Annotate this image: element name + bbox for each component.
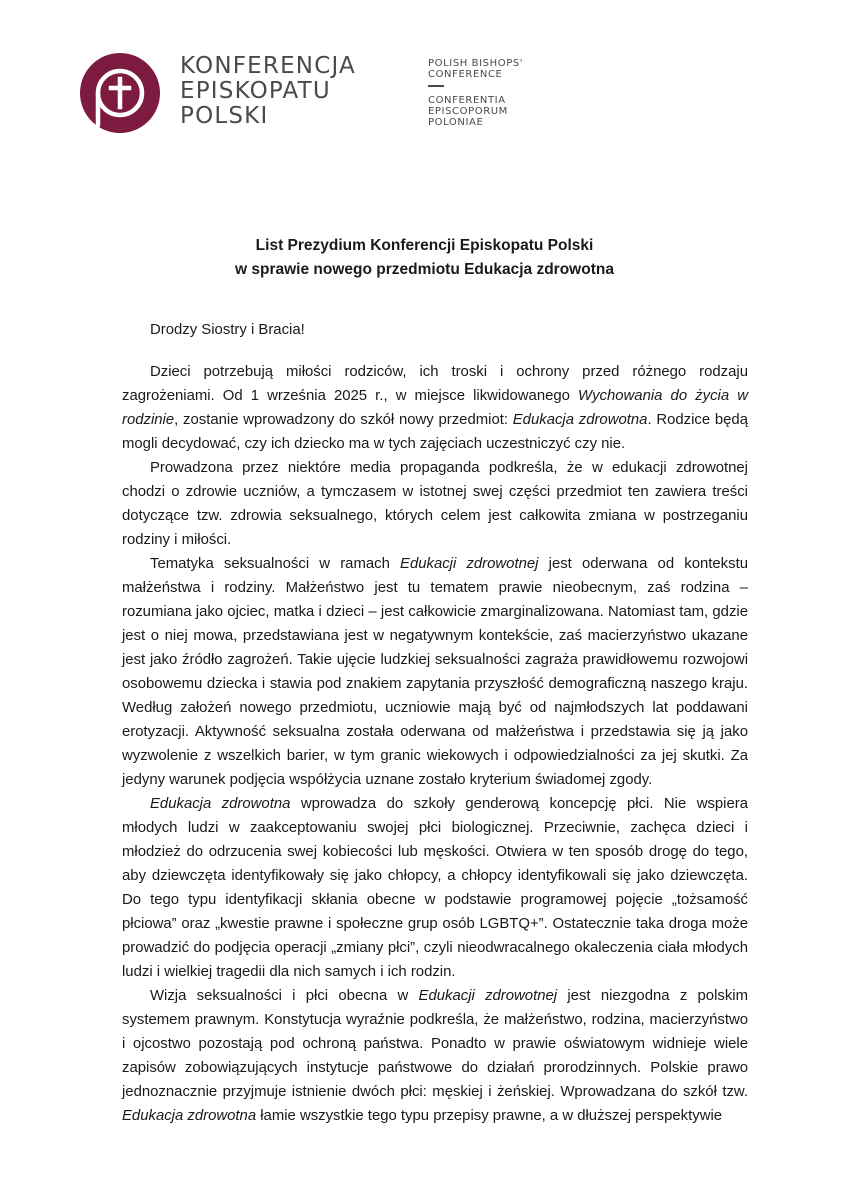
text-run: wprowadza do szkoły genderową koncepcję płci. Nie wspiera młodych ludzi w zaakceptowaniu swojej płci biologicznej. Przeciwnie, zachęca dzieci i młodzież do odrzucenia swej kobiecości lub męskości. Otwiera w ten sposób drogę do tego, aby dziewczęta identyfikowały się jako chłopcy, a chłopcy identyfikowali się jako dziewczęta. Do tego typu identyfikacji skłania obecne w podstawie programowej pojęcie „tożsamość płciowa” oraz „kwestie prawne i społeczne grup osób LGBTQ+”. Ostatecznie taka droga może prowadzić do podjęcia operacji „zmiany płci”, czyli nieodwracalnego okaleczenia ciała młodych ludzi i wielkiej tragedii dla nich samych i ich rodzin. [122, 796, 748, 980]
subtitle-la-line: POLONIAE [428, 117, 484, 128]
subtitle-en-line: POLISH BISHOPS' [428, 58, 524, 69]
paragraph-2 [122, 456, 748, 552]
text-run: jest niezgodna z polskim systemem prawnym. Konstytucja wyraźnie podkreśla, że małżeństwo, rodzina, macierzyństwo i ojcostwo pozostają pod ochroną państwa. Ponadto w prawie oświatowym widnieje wiele zapisów zobowiązujących instytucje państwowe do działań prorodzinnych. Polskie prawo jednoznacznie przyjmuje istnienie dwóch płci: męskiej i żeńskiej. Wprowadzana do szkół tzw. [122, 988, 749, 1100]
title-line-1: List Prezydium Konferencji Episkopatu Polski [255, 237, 594, 254]
text-run: . Rodzice będą mogli decydować, czy ich dziecko ma w tych zajęciach uczestniczyć czy nie. [122, 412, 748, 452]
text-run: Prowadzona przez niektóre media propaganda podkreśla, że w edukacji zdrowotnej chodzi o zdrowie uczniów, a tymczasem w istotnej swej części przedmiot ten zawiera treści dotyczące tzw. zdrowia seksualnego, których celem jest całkowita zmiana w postrzeganiu rodziny i miłości. [122, 460, 748, 548]
letter-title [0, 234, 849, 282]
subtitle-divider [428, 85, 444, 87]
italic-run: Edukacja zdrowotna [512, 412, 648, 428]
text-run: , zostanie wprowadzony do szkół nowy przedmiot: [174, 412, 513, 428]
logo-line: EPISKOPATU [180, 78, 331, 104]
greeting: Drodzy Siostry i Bracia! [150, 322, 305, 338]
logo-subtitle [428, 58, 523, 128]
logo-wordmark [180, 54, 356, 129]
text-run: łamie wszystkie tego typu przepisy prawne, a w dłuższej perspektywie [256, 1108, 723, 1124]
text-run: Dzieci potrzebują miłości rodziców, ich troski i ochrony przed różnego rodzaju zagrożeniami. Od 1 września 2025 r., w miejsce likwidowanego [122, 364, 748, 404]
paragraph-3 [122, 552, 748, 792]
title-line-2: w sprawie nowego przedmiotu Edukacja zdrowotna [235, 261, 614, 278]
letter-body [122, 318, 748, 1128]
text-run: Tematyka seksualności w ramach [150, 556, 401, 572]
logo-line: KONFERENCJA [180, 53, 356, 79]
text-run: Wizja seksualności i płci obecna w [150, 988, 419, 1004]
italic-run: Edukacja zdrowotna [122, 1108, 257, 1124]
subtitle-la-line: EPISCOPORUM [428, 106, 508, 117]
text-run: jest oderwana od kontekstu małżeństwa i rodziny. Małżeństwo jest tu tematem prawie nieobecnym, zaś rodzina – rozumiana jako ojciec, matka i dzieci – jest całkowicie zmarginalizowana. Natomiast tam, gdzie jest o niej mowa, przedstawiana jest w negatywnym kontekście, zaś macierzyństwo ukazane jest jako źródło zagrożeń. Takie ujęcie ludzkiej seksualności zagraża prawidłowemu rozwojowi osobowemu dziecka i stawia pod znakiem zapytania przyszłość demograficzną naszego kraju. Według założeń nowego przedmiotu, uczniowie mają być od najmłodszych lat poddawani erotyzacji. Aktywność seksualna została oderwana od małżeństwa i przedstawia się ją jako wyzwolenie z wszelkich barier, w tym granic wiekowych i odpowiedzialności za jej skutki. Za jedyny warunek podjęcia współżycia uznane zostało kryterium świadomej zgody. [122, 556, 748, 788]
paragraph-4 [122, 792, 748, 984]
subtitle-en-line: CONFERENCE [428, 69, 503, 80]
italic-run: Edukacja zdrowotna [150, 796, 291, 812]
italic-run: Wychowania do życia w rodzinie [122, 388, 748, 428]
subtitle-la-line: CONFERENTIA [428, 95, 506, 106]
italic-run: Edukacji zdrowotnej [418, 988, 558, 1004]
logo-line: POLSKI [180, 103, 269, 129]
paragraph-5 [122, 984, 748, 1128]
paragraph-1 [122, 360, 748, 456]
cross-logo-icon [80, 53, 160, 133]
italic-run: Edukacji zdrowotnej [400, 556, 539, 572]
